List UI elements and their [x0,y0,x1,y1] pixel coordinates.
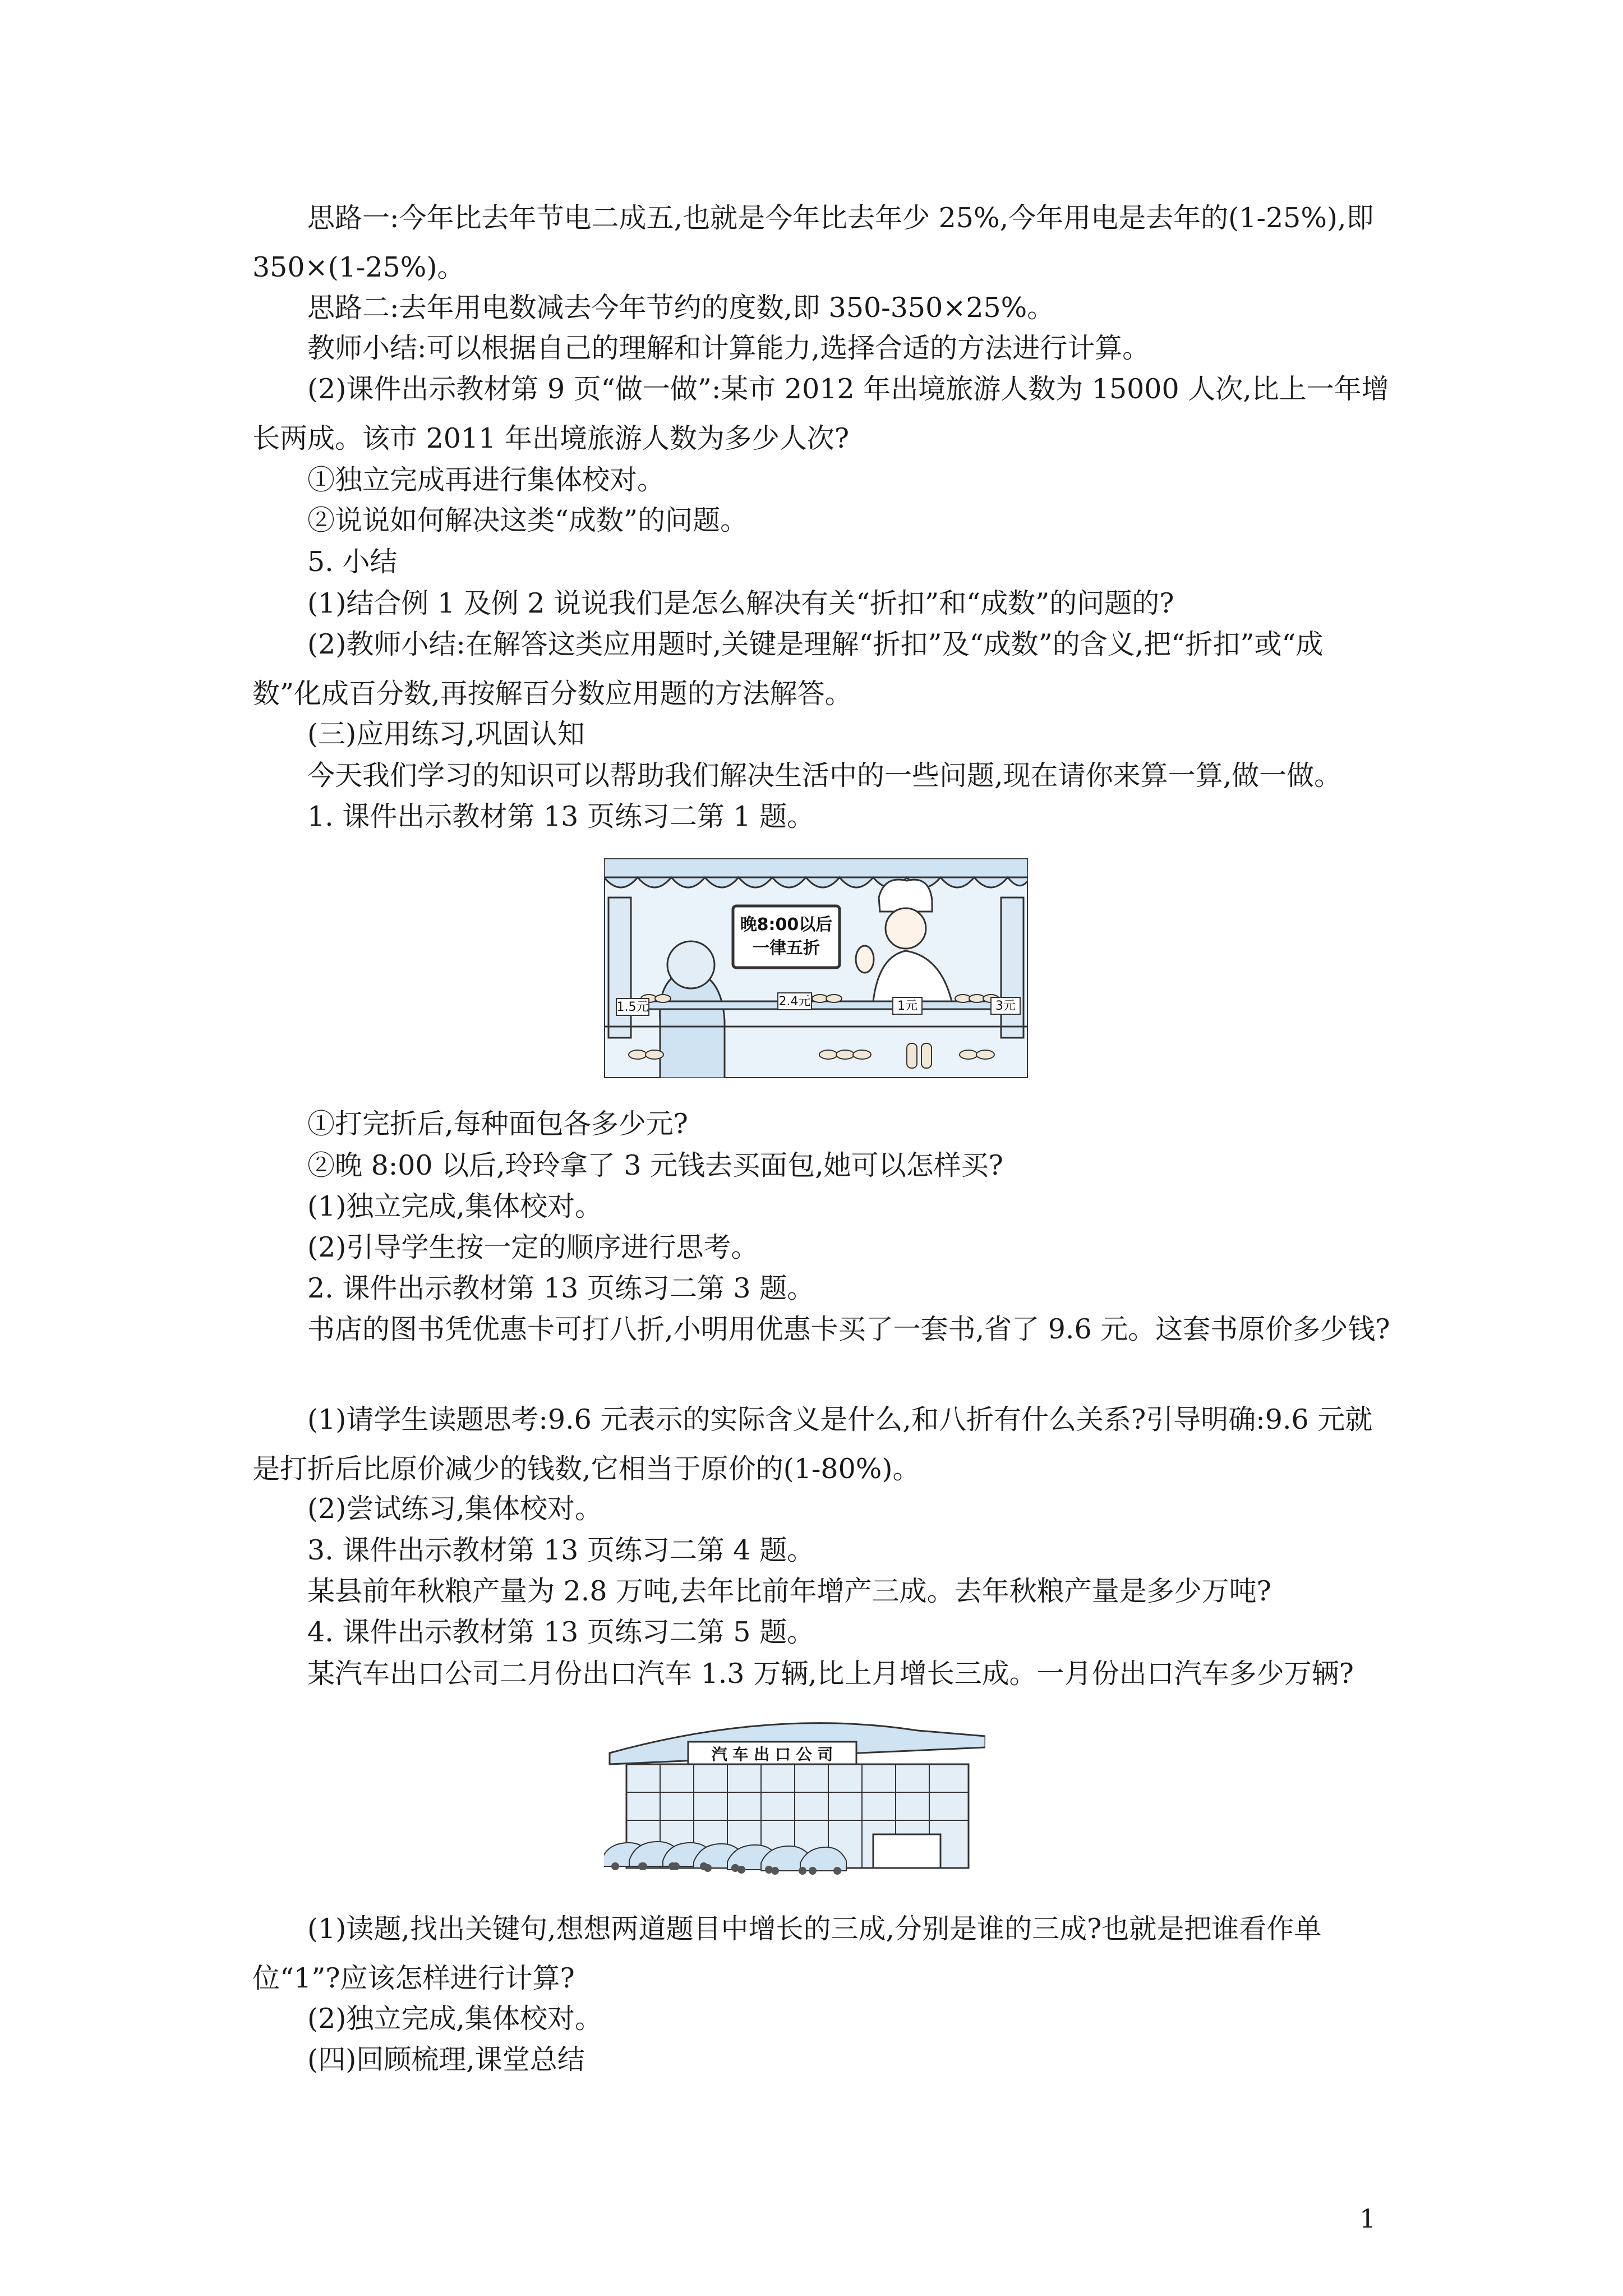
paragraph-intro: 今天我们学习的知识可以帮助我们解决生活中的一些问题,现在请你来算一算,做一做。 [307,760,1342,792]
paragraph-idea-one: 思路一:今年比去年节电二成五,也就是今年比去年少 25%,今年用电是去年的(1-25%),即 350×(1-25%)。 [252,202,1374,283]
price-tag-4: 3元 [995,999,1016,1013]
exercise-2-step-2: (2)尝试练习,集体校对。 [307,1493,602,1525]
paragraph-teacher-summary: 教师小结:可以根据自己的理解和计算能力,选择合适的方法进行计算。 [307,332,1150,364]
paragraph-step-independent: (1)独立完成,集体校对。 [307,1190,602,1222]
paragraph-step-1: ①独立完成再进行集体校对。 [307,464,665,496]
exercise-2-heading: 2. 课件出示教材第 13 页练习二第 3 题。 [307,1272,815,1304]
exercise-4-step-2: (2)独立完成,集体校对。 [307,2003,602,2035]
sign-text-line1: 晚8:00以后 [740,915,833,935]
section-summary-heading: 5. 小结 [307,546,398,578]
car-export-building-illustration [604,1714,985,1876]
price-tag-3: 1元 [897,999,917,1013]
exercise-3-heading: 3. 课件出示教材第 13 页练习二第 4 题。 [307,1534,815,1566]
paragraph-summary-1: (1)结合例 1 及例 2 说说我们是怎么解决有关“折扣”和“成数”的问题的? [307,587,1174,619]
paragraph-step-2: ②说说如何解决这类“成数”的问题。 [307,504,748,536]
exercise-2-step-1: (1)请学生读题思考:9.6 元表示的实际含义是什么,和八折有什么关系?引导明确:9.6 元就是打折后比原价减少的钱数,它相当于原价的(1-80%)。 [252,1404,1373,1485]
exercise-3-problem: 某县前年秋粮产量为 2.8 万吨,去年比前年增产三成。去年秋粮产量是多少万吨? [307,1575,1271,1607]
paragraph-idea-two: 思路二:去年用电数减去今年节约的度数,即 350-350×25%。 [307,292,1055,324]
bakery-illustration [604,858,1028,1078]
price-tag-2: 2.4元 [778,995,811,1009]
section-practice-heading: (三)应用练习,巩固认知 [307,718,585,750]
exercise-4-step-1: (1)读题,找出关键句,想想两道题目中增长的三成,分别是谁的三成?也就是把谁看作单位“1”?应该怎样进行计算? [252,1913,1322,1994]
question-2: ②晚 8:00 以后,玲玲拿了 3 元钱去买面包,她可以怎样买? [307,1149,1003,1181]
exercise-4-problem: 某汽车出口公司二月份出口汽车 1.3 万辆,比上月增长三成。一月份出口汽车多少万辆? [307,1658,1354,1690]
exercise-2-problem: 书店的图书凭优惠卡可打八折,小明用优惠卡买了一套书,省了 9.6 元。这套书原价多少钱? [307,1313,1390,1345]
paragraph-summary-2: (2)教师小结:在解答这类应用题时,关键是理解“折扣”及“成数”的含义,把“折扣”或“成数”化成百分数,再按解百分数应用题的方法解答。 [252,628,1324,710]
price-tag-1: 1.5元 [616,1000,649,1014]
exercise-4-heading: 4. 课件出示教材第 13 页练习二第 5 题。 [307,1616,815,1648]
question-1: ①打完折后,每种面包各多少元? [307,1108,688,1140]
paragraph-do-one: (2)课件出示教材第 9 页“做一做”:某市 2012 年出境旅游人数为 15000 人次,比上一年增长两成。该市 2011 年出境旅游人数为多少人次? [252,373,1389,454]
page-number: 1 [1359,2203,1376,2234]
paragraph-step-guide: (2)引导学生按一定的顺序进行思考。 [307,1231,759,1263]
section-review-heading: (四)回顾梳理,课堂总结 [307,2044,585,2076]
sign-text-line2: 一律五折 [753,938,820,958]
exercise-1-heading: 1. 课件出示教材第 13 页练习二第 1 题。 [307,800,815,832]
building-sign-text: 汽 车 出 口 公 司 [711,1745,833,1764]
